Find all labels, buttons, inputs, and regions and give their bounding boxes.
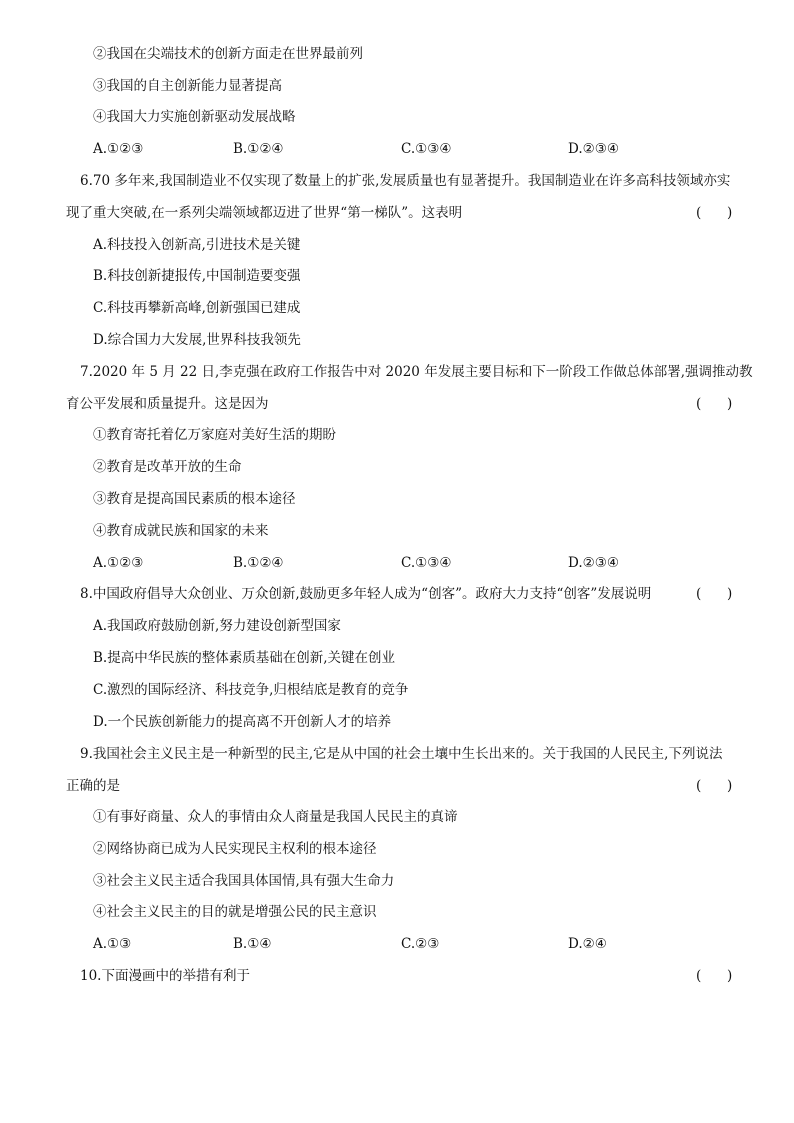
q9-choice-a: A.①③ xyxy=(93,936,132,952)
q6-stem-line1: 6.70 多年来,我国制造业不仅实现了数量上的扩张,发展质量也有显著提升。我国制造业在许多高科技领域亦实 xyxy=(80,173,731,189)
q6-option-d: D.综合国力大发展,世界科技我领先 xyxy=(93,332,301,348)
statement-3: ③我国的自主创新能力显著提高 xyxy=(93,78,282,94)
q9-statement-3: ③社会主义民主适合我国具体国情,具有强大生命力 xyxy=(93,873,395,889)
q6-option-c: C.科技再攀新高峰,创新强国已建成 xyxy=(93,300,301,316)
q9-choice-d: D.②④ xyxy=(568,936,607,952)
q8-stem: 8.中国政府倡导大众创业、万众创新,鼓励更多年轻人成为“创客”。政府大力支持“创客”发展说明 xyxy=(80,586,652,602)
q7-choice-c: C.①③④ xyxy=(401,555,452,571)
q9-statement-2: ②网络协商已成为人民实现民主权利的根本途径 xyxy=(93,841,377,857)
q9-answer-blank: ( ) xyxy=(696,778,733,794)
q6-stem-line2: 现了重大突破,在一系列尖端领域都迈进了世界“第一梯队”。这表明 xyxy=(66,205,463,221)
q8-option-d: D.一个民族创新能力的提高离不开创新人才的培养 xyxy=(93,714,392,730)
q7-stem-line1: 7.2020 年 5 月 22 日,李克强在政府工作报告中对 2020 年发展主要目标和下一阶段工作做总体部署,强调推动教 xyxy=(80,364,753,380)
q9-statement-4: ④社会主义民主的目的就是增强公民的民主意识 xyxy=(93,904,377,920)
q8-option-c: C.激烈的国际经济、科技竞争,归根结底是教育的竞争 xyxy=(93,682,409,698)
q5-choice-d: D.②③④ xyxy=(568,141,619,157)
q6-answer-blank: ( ) xyxy=(696,205,733,221)
statement-4: ④我国大力实施创新驱动发展战略 xyxy=(93,109,296,125)
q9-choice-b: B.①④ xyxy=(233,936,272,952)
q8-answer-blank: ( ) xyxy=(696,586,733,602)
q9-stem-line2: 正确的是 xyxy=(66,778,120,794)
q7-statement-4: ④教育成就民族和国家的未来 xyxy=(93,523,269,539)
q5-choice-b: B.①②④ xyxy=(233,141,284,157)
q6-option-b: B.科技创新捷报传,中国制造要变强 xyxy=(93,268,301,284)
q10-answer-blank: ( ) xyxy=(696,968,733,984)
q7-statement-2: ②教育是改革开放的生命 xyxy=(93,459,242,475)
q8-option-a: A.我国政府鼓励创新,努力建设创新型国家 xyxy=(93,618,341,634)
q9-statement-1: ①有事好商量、众人的事情由众人商量是我国人民民主的真谛 xyxy=(93,809,458,825)
q9-choice-c: C.②③ xyxy=(401,936,440,952)
q7-choice-b: B.①②④ xyxy=(233,555,284,571)
q5-choice-c: C.①③④ xyxy=(401,141,452,157)
q7-choice-d: D.②③④ xyxy=(568,555,619,571)
q6-option-a: A.科技投入创新高,引进技术是关键 xyxy=(93,237,301,253)
q5-choice-a: A.①②③ xyxy=(93,141,144,157)
q7-answer-blank: ( ) xyxy=(696,396,733,412)
q7-choice-a: A.①②③ xyxy=(93,555,144,571)
q7-statement-1: ①教育寄托着亿万家庭对美好生活的期盼 xyxy=(93,427,336,443)
q7-stem-line2: 育公平发展和质量提升。这是因为 xyxy=(66,396,269,412)
q7-statement-3: ③教育是提高国民素质的根本途径 xyxy=(93,491,296,507)
statement-2: ②我国在尖端技术的创新方面走在世界最前列 xyxy=(93,46,363,62)
q10-stem: 10.下面漫画中的举措有利于 xyxy=(80,968,250,984)
q9-stem-line1: 9.我国社会主义民主是一种新型的民主,它是从中国的社会土壤中生长出来的。关于我国的人民民主,下列说法 xyxy=(80,746,723,762)
q8-option-b: B.提高中华民族的整体素质基础在创新,关键在创业 xyxy=(93,650,396,666)
